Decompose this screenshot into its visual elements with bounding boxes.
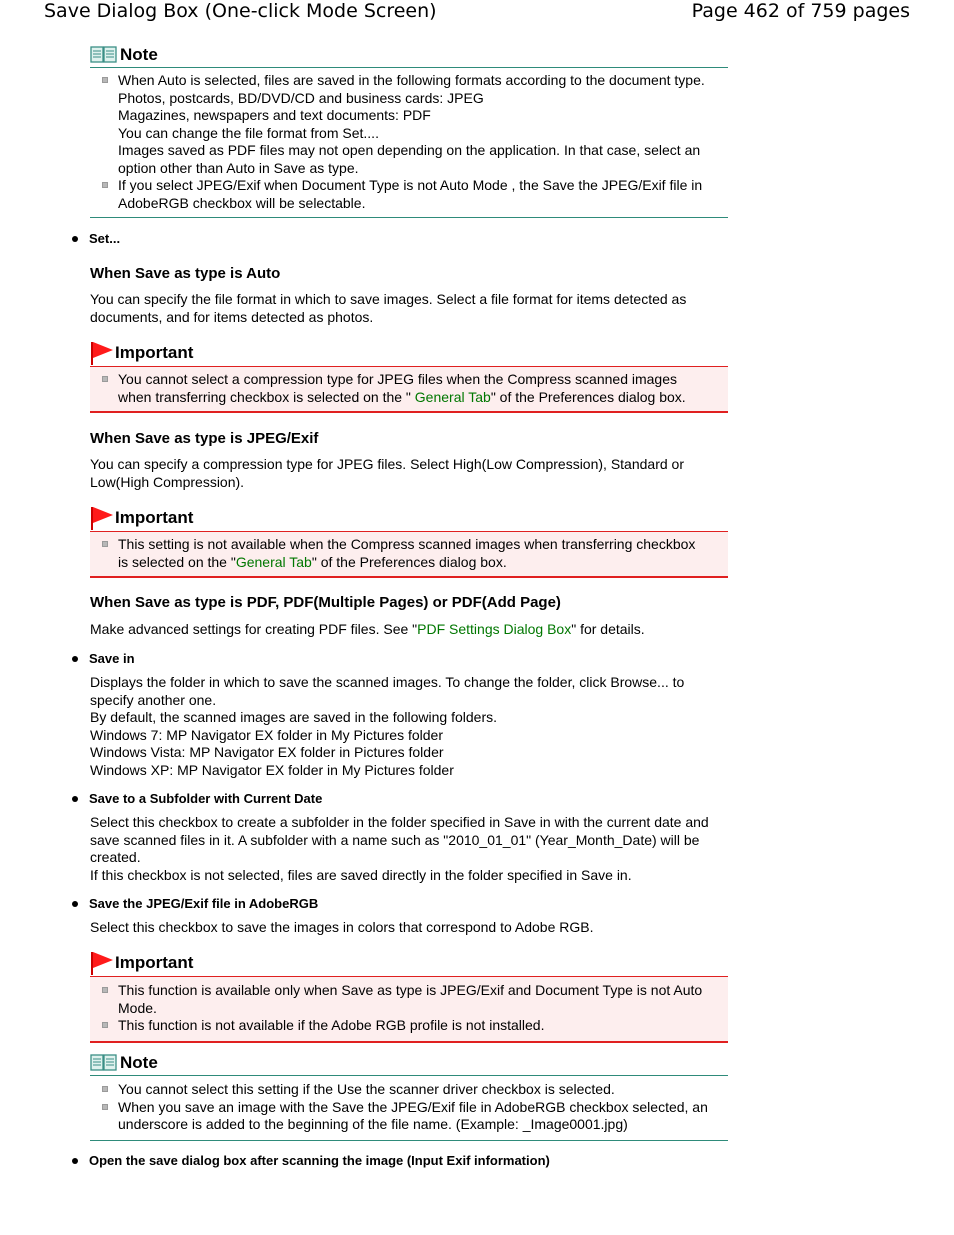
bullet-label: Open the save dialog box after scanning the image (Input Exif information) (89, 1153, 550, 1168)
text-line: AdobeRGB checkbox will be selectable. (118, 194, 366, 211)
text-span: " for details. (571, 621, 645, 637)
red-flag-icon (90, 506, 114, 530)
note-body (90, 1075, 728, 1141)
text-line: Images saved as PDF files may not open depending on the application. In that case, select an (118, 142, 701, 158)
important-title (90, 505, 728, 531)
note-section (90, 1051, 728, 1141)
list-item (90, 536, 728, 571)
paragraph-adobergb: Select this checkbox to save the images in colors that correspond to Adobe RGB. (90, 919, 594, 935)
bullet-label: Set... (89, 231, 121, 246)
text-span: when transferring checkbox is selected on the " (118, 388, 411, 405)
important-title-text: Important (115, 343, 194, 362)
text-line: created. (90, 849, 141, 865)
text-line: This function is not available if the Adobe RGB profile is not installed. (118, 1017, 545, 1033)
text-line: specify another one. (90, 691, 217, 708)
text-line: You cannot select a compression type for JPEG files when the Compress scanned images (118, 371, 677, 387)
paragraph-subfolder (90, 814, 730, 884)
text-line: documents, and for items detected as photos. (90, 308, 374, 325)
note-title-text: Note (120, 1053, 158, 1072)
paragraph-auto (90, 291, 730, 326)
text-line: You can specify a compression type for JPEG files. Select High(Low Compression), Standard or (90, 456, 684, 472)
note-title (90, 1051, 728, 1075)
heading-jpeg: When Save as type is JPEG/Exif (90, 430, 319, 447)
list-item (90, 982, 728, 1017)
text-line: save scanned files in it. A subfolder with a name such as "2010_01_01" (Year_Month_Date) will be (90, 831, 700, 848)
paragraph-jpeg (90, 456, 730, 491)
text-line: Select this checkbox to create a subfolder in the folder specified in Save in with the current date and (90, 814, 709, 830)
note-title-text: Note (120, 45, 158, 64)
general-tab-link[interactable]: General Tab (235, 553, 312, 570)
text-line: You can specify the file format in which to save images. Select a file format for items detected as (90, 291, 687, 307)
note-body (90, 67, 728, 218)
text-line: This function is available only when Save as type is JPEG/Exif and Document Type is not Auto (118, 982, 703, 998)
red-flag-icon (90, 341, 114, 365)
text-line: By default, the scanned images are saved in the following folders. (90, 709, 498, 725)
text-line (118, 389, 728, 407)
page-title: Save Dialog Box (One-click Mode Screen) (44, 0, 437, 22)
text-line: You can change the file format from Set.... (118, 124, 379, 141)
bullet-label: Save in (89, 651, 135, 666)
text-line: If you select JPEG/Exif when Document Type is not Auto Mode , the Save the JPEG/Exif file in (118, 177, 703, 193)
list-item (90, 1099, 728, 1134)
bullet-open-dialog (72, 1153, 550, 1168)
page-number: Page 462 of 759 pages (691, 0, 910, 22)
text-line: underscore is added to the beginning of the file name. (Example: _Image0001.jpg) (118, 1116, 628, 1132)
text-line: Displays the folder in which to save the scanned images. To change the folder, click Browse... to (90, 674, 685, 690)
bullet-adobergb (72, 896, 318, 911)
bullet-set (72, 231, 120, 246)
text-line: You cannot select this setting if the Use the scanner driver checkbox is selected. (118, 1081, 615, 1097)
important-title (90, 340, 728, 366)
note-section (90, 43, 728, 218)
bullet-label: Save to a Subfolder with Current Date (89, 791, 323, 806)
important-title-text: Important (115, 508, 194, 527)
list-item (90, 371, 728, 406)
text-span: Make advanced settings for creating PDF files. See " (90, 621, 418, 637)
text-span: " of the Preferences dialog box. (490, 388, 686, 405)
note-book-icon (90, 1053, 118, 1073)
list-item (90, 72, 728, 177)
text-line: Mode. (118, 999, 157, 1016)
important-body (90, 976, 728, 1043)
important-section (90, 340, 728, 413)
paragraph-save-in (90, 674, 730, 779)
important-section (90, 950, 728, 1043)
text-span: is selected on the " (118, 553, 236, 570)
bullet-subfolder (72, 791, 322, 806)
text-line: If this checkbox is not selected, files are saved directly in the folder specified in Save in. (90, 866, 632, 883)
text-span: " of the Preferences dialog box. (311, 553, 507, 570)
list-item (90, 177, 728, 212)
list-item (90, 1017, 728, 1035)
note-title (90, 43, 728, 67)
important-body (90, 366, 728, 413)
red-flag-icon (90, 951, 114, 975)
heading-auto: When Save as type is Auto (90, 265, 281, 282)
pdf-settings-link[interactable]: PDF Settings Dialog Box (417, 621, 572, 637)
text-line: Windows Vista: MP Navigator EX folder in Pictures folder (90, 744, 444, 760)
text-line: Low(High Compression). (90, 473, 245, 490)
heading-pdf: When Save as type is PDF, PDF(Multiple Pages) or PDF(Add Page) (90, 594, 561, 611)
text-line: Photos, postcards, BD/DVD/CD and business cards: JPEG (118, 89, 484, 106)
text-line: option other than Auto in Save as type. (118, 159, 359, 176)
bullet-save-in (72, 651, 135, 666)
bullet-label: Save the JPEG/Exif file in AdobeRGB (89, 896, 319, 911)
text-line: Magazines, newspapers and text documents: PDF (118, 107, 431, 123)
important-section (90, 505, 728, 578)
important-title-text: Important (115, 953, 194, 972)
paragraph-pdf (90, 621, 645, 639)
page-header (0, 0, 954, 26)
important-body (90, 531, 728, 578)
text-line: Windows XP: MP Navigator EX folder in My Pictures folder (90, 761, 454, 778)
note-book-icon (90, 45, 118, 65)
text-line: When Auto is selected, files are saved in the following formats according to the document type. (118, 72, 705, 88)
list-item (90, 1081, 728, 1099)
text-line: When you save an image with the Save the JPEG/Exif file in AdobeRGB checkbox selected, an (118, 1098, 708, 1115)
important-title (90, 950, 728, 976)
general-tab-link[interactable]: General Tab (410, 388, 491, 405)
text-line: Windows 7: MP Navigator EX folder in My Pictures folder (90, 726, 443, 743)
text-line (118, 554, 728, 572)
text-line: This setting is not available when the Compress scanned images when transferring checkbox (118, 536, 696, 552)
